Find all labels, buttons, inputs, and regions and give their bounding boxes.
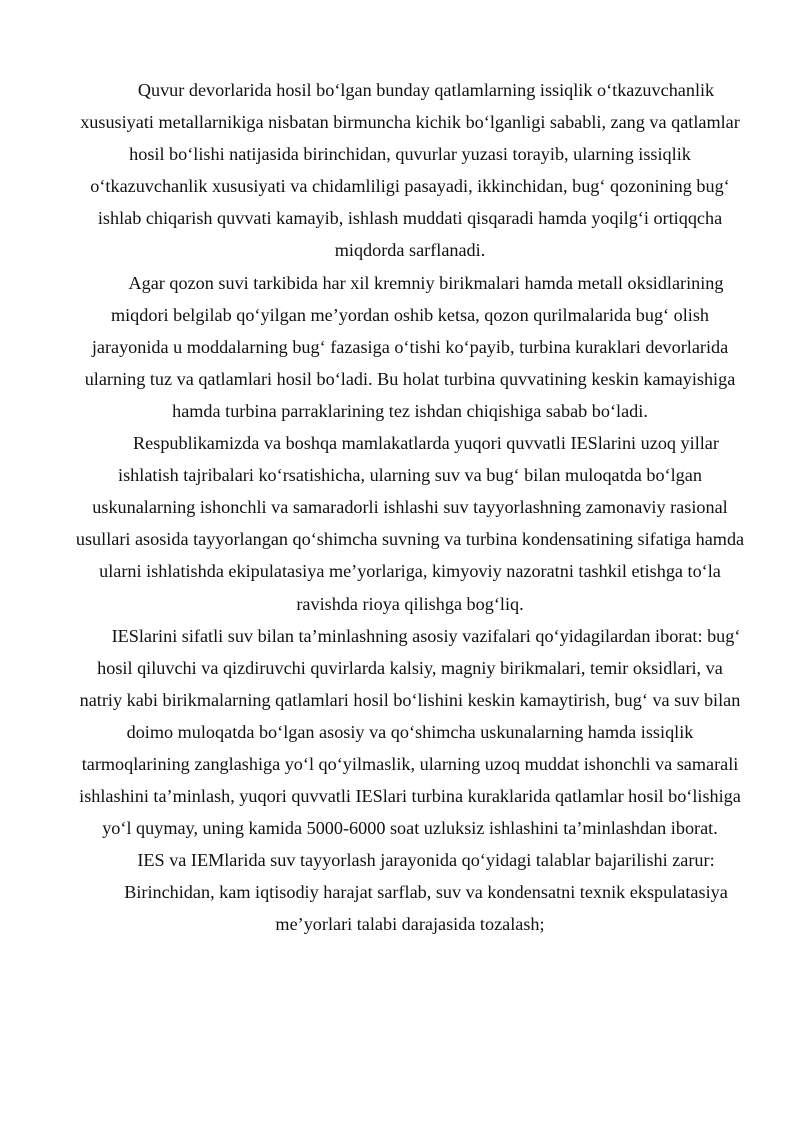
document-body xyxy=(74,74,746,941)
paragraph-4: IESlarini sifatli suv bilan ta’minlashning asosiy vazifalari qo‘yidagilardan iborat: bug‘ hosil qiluvchi va qizdiruvchi quvirlarda kalsiy, magniy birikmalari, temir oksidlari, va natriy kabi birikmalarning qatlamlari hosil bo‘lishini keskin kamaytirish, bug‘ va suv bilan doimo muloqatda bo‘lgan asosiy va qo‘shimcha uskunalarning hamda issiqlik tarmoqlarining zanglashiga yo‘l qo‘yilmaslik, ularning uzoq muddat ishonchli va samarali ishlashini ta’minlash, yuqori quvvatli IESlari turbina kuraklarida qatlamlar hosil bo‘lishiga yo‘l quymay, uning kamida 5000-6000 soat uzluksiz ishlashini ta’minlashdan iborat. xyxy=(79,625,741,839)
paragraph-5: IES va IEMlarida suv tayyorlash jarayonida qo‘yidagi talablar bajarilishi zarur: xyxy=(137,850,715,871)
paragraph-1: Quvur devorlarida hosil bo‘lgan bunday qatlamlarning issiqlik o‘tkazuvchanlik xususiyati metallarnikiga nisbatan birmuncha kichik bo‘lganligi sababli, zang va qatlamlar hosil bo‘lishi natijasida birinchidan, quvurlar yuzasi torayib, ularning issiqlik o‘tkazuvchanlik xususiyati va chidamliligi pasayadi, ikkinchidan, bug‘ qozonining bug‘ ishlab chiqarish quvvati kamayib, ishlash muddati qisqaradi hamda yoqilg‘i ortiqqcha miqdorda sarflanadi. xyxy=(80,80,740,261)
paragraph-6: Birinchidan, kam iqtisodiy harajat sarflab, suv va kondensatni texnik ekspulatasiya me’yorlari talabi darajasida tozalash; xyxy=(124,882,728,935)
paragraph-2: Agar qozon suvi tarkibida har xil kremniy birikmalari hamda metall oksidlarining miqdori belgilab qo‘yilgan me’yordan oshib ketsa, qozon qurilmalarida bug‘ olish jarayonida u moddalarning bug‘ fazasiga o‘tishi ko‘payib, turbina kuraklari devorlarida ularning tuz va qatlamlari hosil bo‘ladi. Bu holat turbina quvvatining keskin kamayishiga hamda turbina parraklarining tez ishdan chiqishiga sabab bo‘ladi. xyxy=(84,272,736,421)
paragraph-3: Respublikamizda va boshqa mamlakatlarda yuqori quvvatli IESlarini uzoq yillar ishlatish tajribalari ko‘rsatishicha, ularning suv va bug‘ bilan muloqatda bo‘lgan uskunalarning ishonchli va samaradorli ishlashi suv tayyorlashning zamonaviy rasional usullari asosida tayyorlangan qo‘shimcha suvning va turbina kondensatining sifatiga hamda ularni ishlatishda ekipulatasiya me’yorlariga, kimyoviy nazoratni tashkil etishga to‘la ravishda rioya qilishga bog‘liq. xyxy=(75,433,745,614)
